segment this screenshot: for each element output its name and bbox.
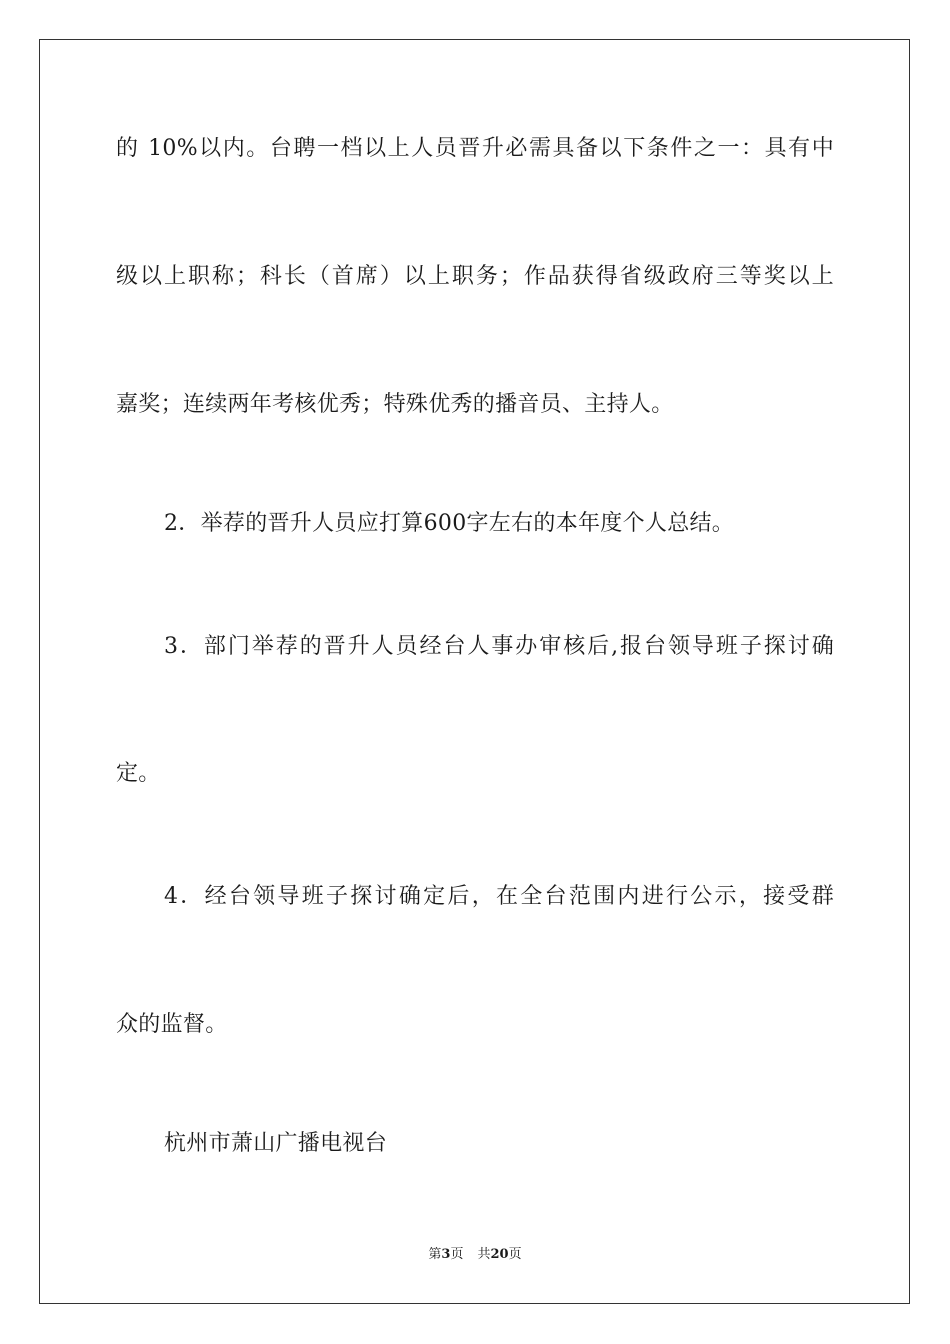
body-line-1: 的 10%以内。台聘一档以上人员晋升必需具备以下条件之一：具有中: [116, 136, 834, 161]
page-label-prefix: 第: [428, 1247, 442, 1262]
list-item-3: 3．部门举荐的晋升人员经台人事办审核后,报台领导班子探讨确: [164, 634, 834, 659]
list-item-4: 4．经台领导班子探讨确定后，在全台范围内进行公示，接受群: [164, 884, 834, 909]
total-label-prefix: 共: [477, 1247, 491, 1262]
page-border: [39, 39, 910, 1304]
body-line-3: 嘉奖；连续两年考核优秀；特殊优秀的播音员、主持人。: [116, 392, 674, 417]
total-label-suffix: 页: [508, 1247, 522, 1262]
page-label-suffix: 页: [450, 1247, 464, 1262]
current-page-number: 3: [441, 1247, 451, 1262]
page-footer: [0, 1246, 950, 1264]
list-item-4-continuation: 众的监督。: [116, 1012, 228, 1037]
total-page-count: 20: [490, 1247, 509, 1262]
list-item-2: 2．举荐的晋升人员应打算600字左右的本年度个人总结。: [164, 511, 735, 536]
body-line-2: 级以上职称；科长（首席）以上职务；作品获得省级政府三等奖以上: [116, 264, 834, 289]
list-item-3-continuation: 定。: [116, 761, 161, 786]
organization-signature: 杭州市萧山广播电视台: [164, 1131, 388, 1156]
